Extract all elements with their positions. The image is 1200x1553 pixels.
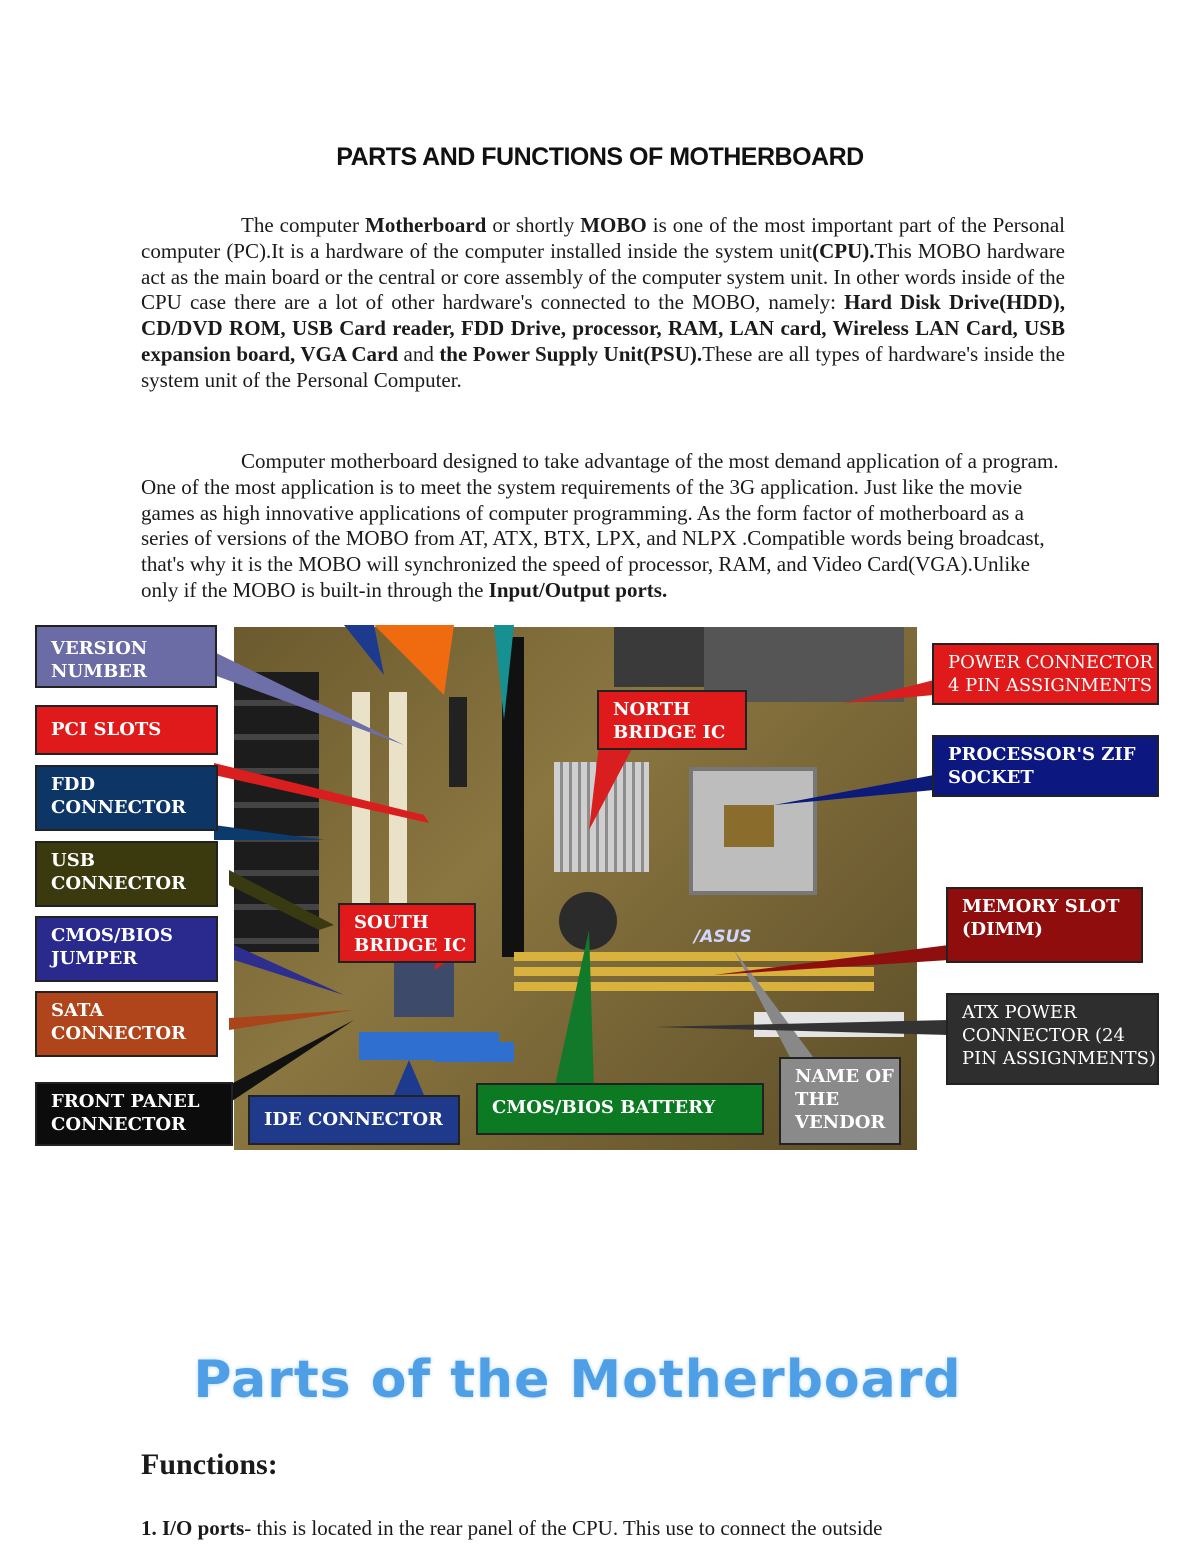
label-north-bridge: NORTH BRIDGE IC (597, 690, 747, 750)
pointer-teal (494, 625, 514, 720)
pointer-battery (554, 930, 594, 1090)
pointer-ide (394, 1060, 424, 1095)
pointer-sata (229, 1010, 354, 1030)
pointer-pci (214, 763, 429, 823)
label-cmos-jumper: CMOS/BIOS JUMPER (35, 916, 218, 982)
pointer-orange (374, 625, 454, 695)
label-pci-slots: PCI SLOTS (35, 705, 218, 755)
page-title: PARTS AND FUNCTIONS OF MOTHERBOARD (336, 143, 864, 171)
functions-heading: Functions: (141, 1448, 278, 1481)
pointer-fdd (214, 825, 324, 840)
function-item-1: 1. I/O ports- this is located in the rear panel of the CPU. This use to connect the outside (141, 1516, 883, 1540)
label-usb-connector: USB CONNECTOR (35, 841, 218, 907)
diagram-caption: Parts of the Motherboard (193, 1350, 962, 1410)
pointer-front-panel (229, 1020, 354, 1103)
pointer-power4 (844, 680, 934, 703)
intro-paragraph: The computer Motherboard or shortly MOBO is one of the most important part of the Personal computer (PC).It is a hardware of the computer installed inside the system unit(CPU).This MOBO hardware act as the main board or the central or core assembly of the computer system unit. In other words inside of the CPU case there are a lot of other hardware's connected to the MOBO, namely: Hard Disk Drive(HDD), CD/DVD ROM, USB Card reader, FDD Drive, processor, RAM, LAN card, Wireless LAN Card, USB expansion board, VGA Card and the Power Supply Unit(PSU).These are all types of hardware's inside the system unit of the Personal Computer. (141, 213, 1066, 392)
label-front-panel-connector: FRONT PANEL CONNECTOR (35, 1082, 233, 1146)
label-atx-power: ATX POWER CONNECTOR (24 PIN ASSIGNMENTS) (946, 993, 1159, 1085)
label-battery: CMOS/BIOS BATTERY (476, 1083, 764, 1135)
pointer-north (589, 745, 634, 830)
label-south-bridge: SOUTH BRIDGE IC (338, 903, 476, 963)
second-paragraph: Computer motherboard designed to take advantage of the most demand application of a program. One of the most application is to meet the system requirements of the 3G application. Just like the movie games as high innovative applications of computer programming. As the form factor of motherboard as a series of versions of the MOBO from AT, ATX, BTX, LPX, and NLPX .Compatible words being broadcast, that's why it is the MOBO will synchronized the speed of processor, RAM, and Video Card(VGA).Unlike only if the MOBO is built-in through the Input/Output ports. (141, 449, 1059, 602)
label-vendor-name: NAME OF THE VENDOR (779, 1057, 901, 1145)
label-zif-socket: PROCESSOR'S ZIF SOCKET (932, 735, 1159, 797)
pointer-memory (714, 945, 949, 975)
pointer-zif (774, 775, 934, 805)
label-sata-connector: SATA CONNECTOR (35, 991, 218, 1057)
pointer-cmos-jumper (234, 945, 344, 995)
pointer-usb (229, 870, 334, 930)
pointer-atx (654, 1020, 949, 1035)
motherboard-diagram (14, 625, 1186, 1150)
label-power-connector-4pin: POWER CONNECTOR 4 PIN ASSIGNMENTS (932, 643, 1159, 705)
pointer-blue (344, 625, 384, 675)
label-ide-connector: IDE CONNECTOR (248, 1095, 460, 1145)
label-fdd-connector: FDD CONNECTOR (35, 765, 218, 831)
label-version-number: VERSION NUMBER (35, 625, 217, 688)
label-memory-slot: MEMORY SLOT (DIMM) (946, 887, 1143, 963)
vendor-logo: /ASUS (694, 927, 752, 947)
